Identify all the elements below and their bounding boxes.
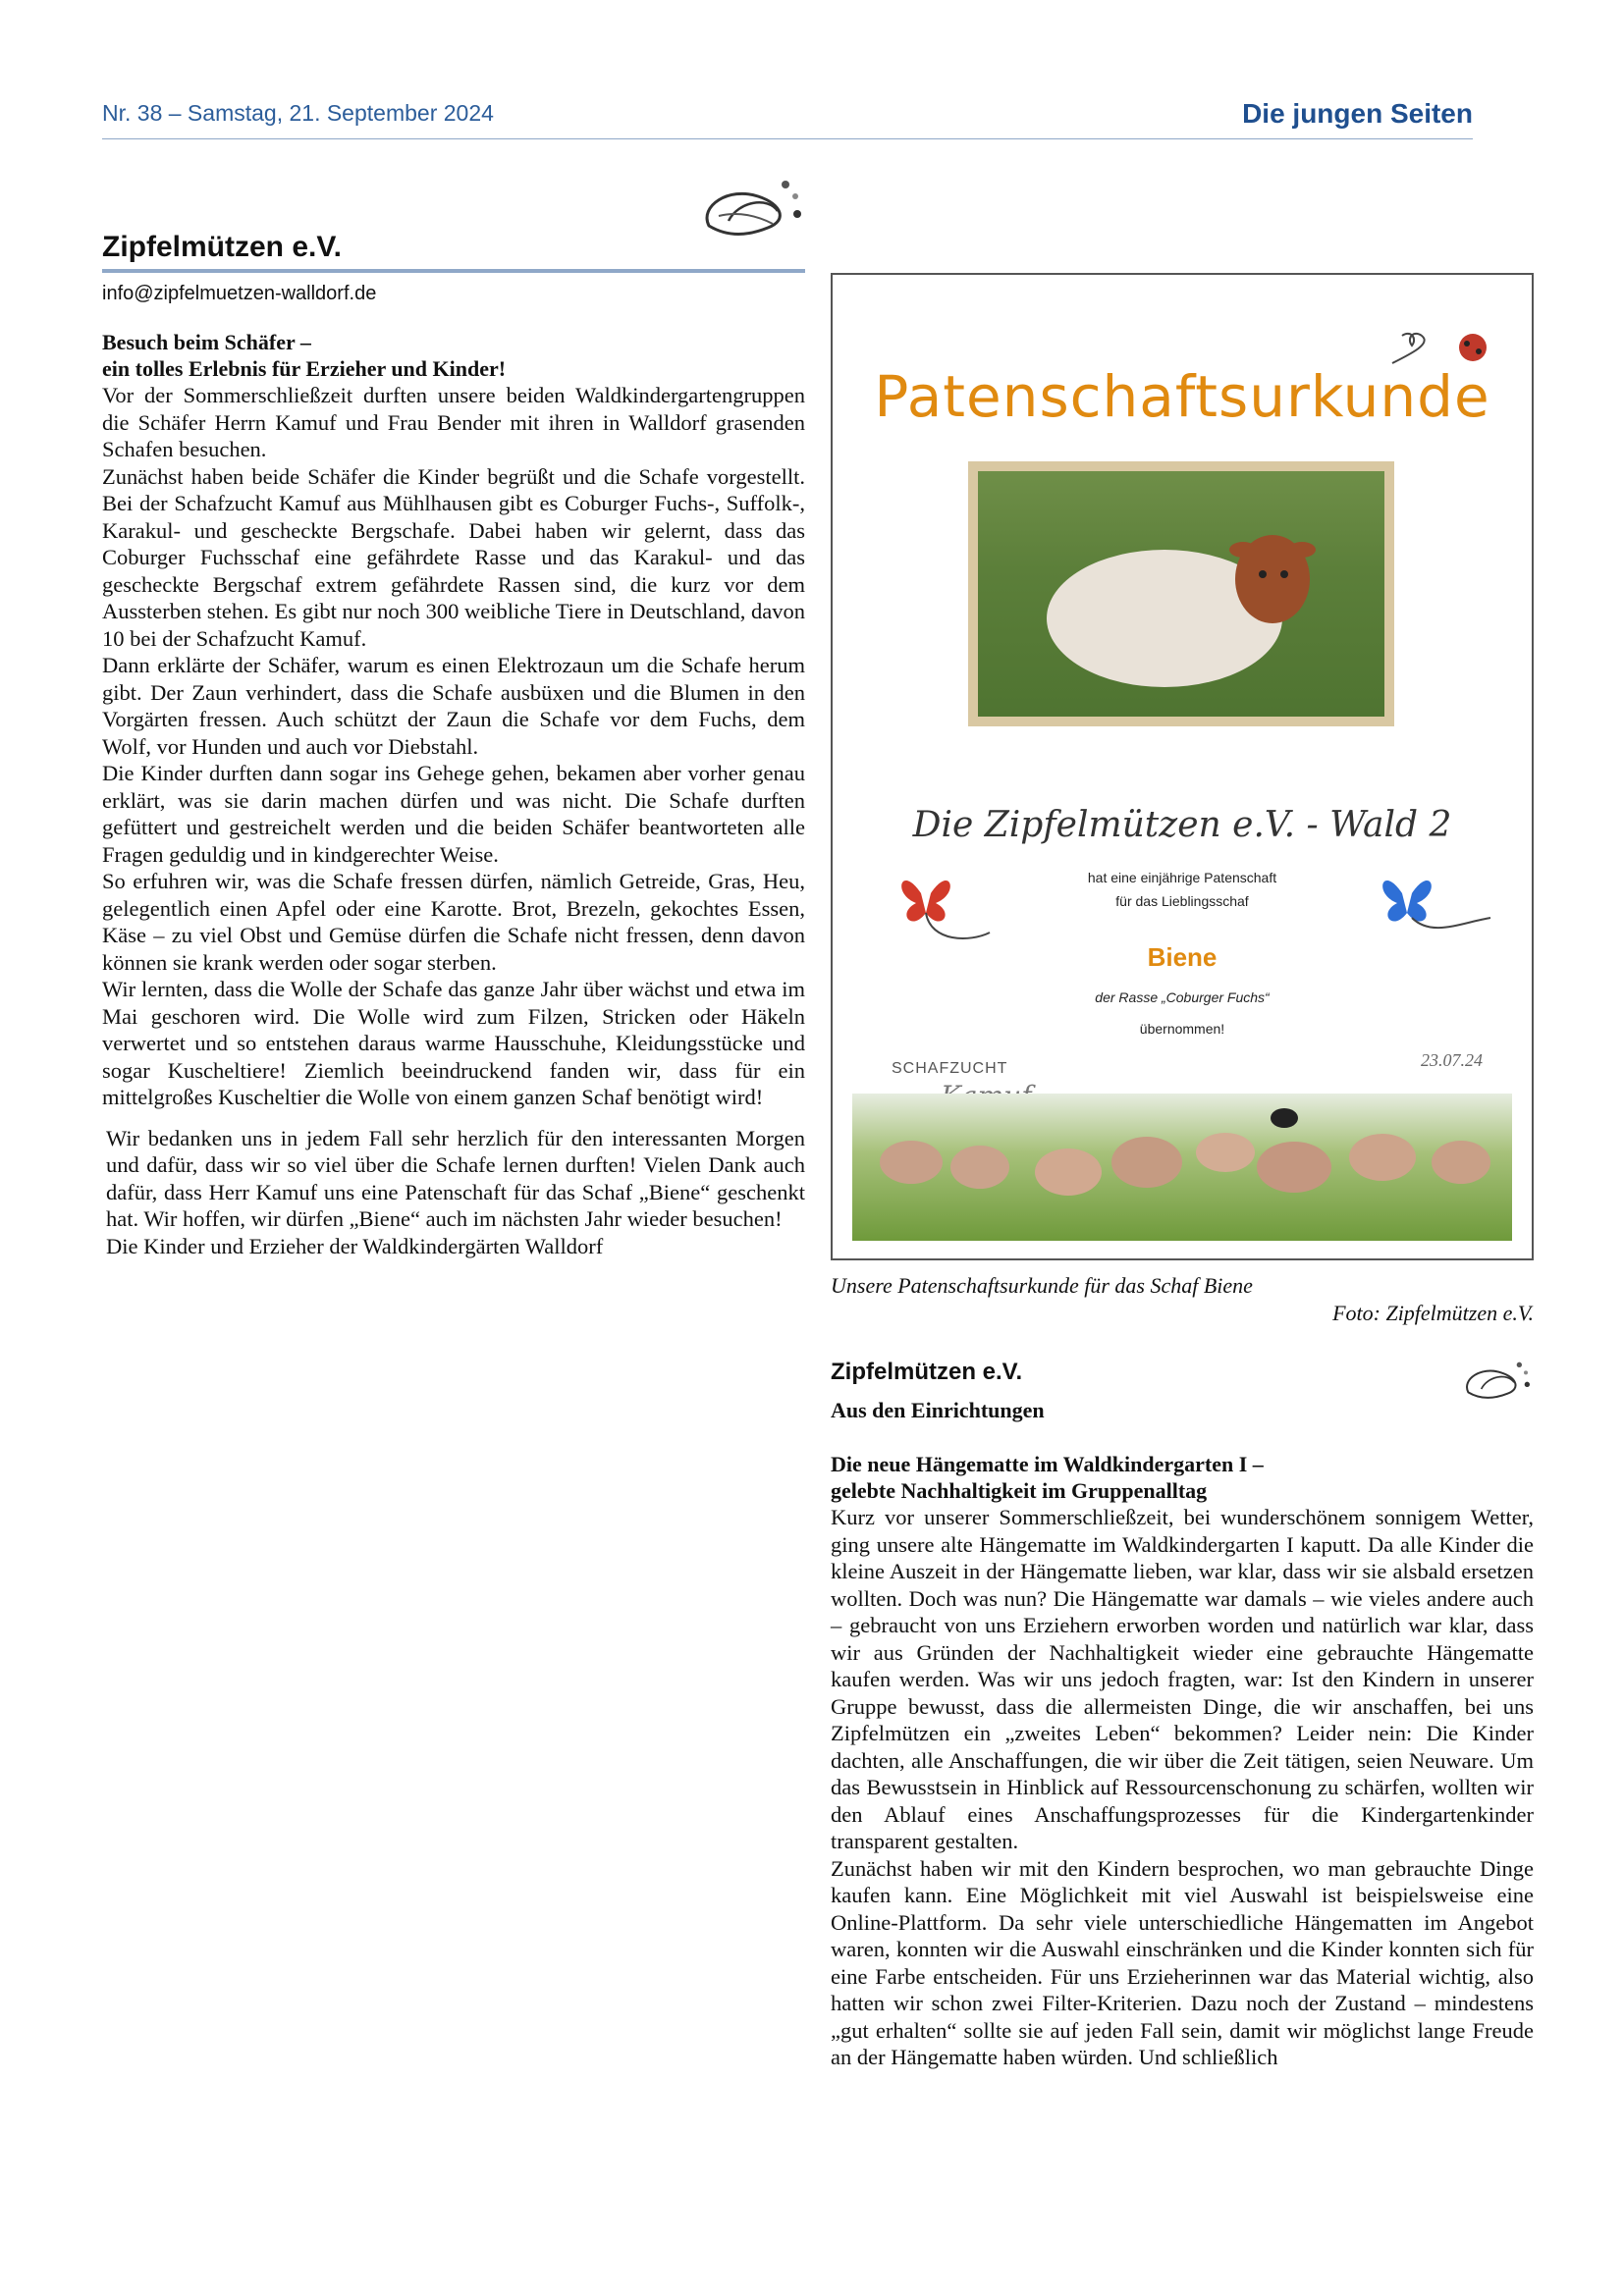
paragraph: Zunächst haben beide Schäfer die Kinder begrüßt und die Schafe vorgestellt. Bei der Schafzucht Kamuf aus Mühlhausen gibt es Coburger Fuchs-, Suffolk-, Karakul- und gescheckte Bergschafe. Dabei haben wir gelernt, dass das Coburger Fuchsschaf eine gefährdete Rasse und das Karakul- und das gescheckte Bergschaf extrem gefährdete Rassen sind, die kurz vor dem Aussterben stehen. Es gibt nur noch 300 weibliche Tiere in Deutschland, davon 10 bei der Schafzucht Kamuf.: [102, 463, 805, 651]
second-article: [831, 1451, 1534, 2071]
paragraph: Die Kinder durften dann sogar ins Gehege gehen, bekamen aber vorher genau erklärt, was sie darin machen dürfen und was nicht. Die Schafe durften gefüttert und gestreichelt werden und die beiden Schäfer beantworteten alle Fragen geduldig und in kindgerechter Weise.: [102, 761, 805, 867]
caption-text: Unsere Patenschaftsurkunde für das Schaf Biene: [831, 1273, 1253, 1298]
paragraph: Dann erklärte der Schäfer, warum es einen Elektrozaun um die Schafe herum gibt. Der Zaun verhindert, dass die Schafe ausbüxen und die Blumen in den Vorgärten fressen. Auch schützt der Zaun die Schafe vor dem Fuchs, dem Wolf, vor Hunden und auch vor Diebstahl.: [102, 653, 805, 759]
certificate-group: Die Zipfelmützen e.V. - Wald 2: [912, 805, 1452, 845]
closing-block: [102, 1125, 805, 1260]
paragraph: Kurz vor unserer Sommerschließzeit, bei wunderschönem sonnigem Wetter, ging unsere alte Hängematte im Waldkindergarten I kaputt. Da alle Kinder die kleine Auszeit in der Hängematte lieben, war klar, dass wir sie alsbald ersetzen wollten. Doch was nun? Die Hängematte war damals – wie vieles andere auch – gebraucht von uns Erziehern erworben worden und natürlich war klar, dass wir aus Gründen der Nachhaltigkeit wieder eine gebrauchte Hängematte kaufen werden. Was wir uns jedoch fragten, war: Ist den Kindern in unserer Gruppe bewusst, dass die allermeisten Dinge, die wir anschaffen, bei uns Zipfelmützen ein „zweites Leben“ bekommen? Leider nein: Die Kinder dachten, alle Anschaffungen, die wir über die Zeit tätigen, seien Neuware. Um das Bewusstsein in Hinblick auf Ressourcenschonung zu schärfen, wollten wir den Ablauf eines Anschaffungsprozesses für die Kindergartenkinder transparent gestalten.: [831, 1505, 1534, 1853]
headline-line-2: ein tolles Erlebnis für Erzieher und Kinder!: [102, 356, 507, 381]
article-body: [102, 382, 805, 1111]
certificate-sheep-name: Biene: [1147, 942, 1218, 972]
certificate-title: Patenschaftsurkunde: [874, 363, 1490, 430]
closing-signature: Die Kinder und Erzieher der Waldkindergärten Walldorf: [106, 1233, 604, 1258]
paragraph: So erfuhren wir, was die Schafe fressen dürfen, nämlich Getreide, Gras, Heu, gelegentlich einen Apfel oder eine Karotte. Brot, Brezeln, gekochtes Essen, Käse – zu viel Obst und Gemüse dürfen die Schafe nicht fressen, denn davon können sie krank werden oder sogar sterben.: [102, 869, 805, 975]
flock-icon: [852, 1094, 1516, 1241]
left-column: [102, 157, 805, 1259]
email-address: info@zipfelmuetzen-walldorf.de: [102, 283, 377, 304]
issue-line: Nr. 38 – Samstag, 21. September 2024: [102, 100, 494, 126]
section-title: Die jungen Seiten: [1242, 98, 1473, 129]
certificate-line-2: für das Lieblingsschaf: [1115, 893, 1249, 909]
certificate-taken: übernommen!: [1139, 1021, 1225, 1037]
closing-paragraph: Wir bedanken uns in jedem Fall sehr herzlich für den interessanten Morgen und dafür, dass wir so viel über die Schafe lernen durften! Vielen Dank auch dafür, dass Herr Kamuf uns eine Patenschaft für das Schaf „Biene“ geschenkt hat. Wir hoffen, wir dürfen „Biene“ auch im nächsten Jahr wieder besuchen!: [106, 1125, 805, 1231]
paragraph: Vor der Sommerschließzeit durften unsere beiden Waldkindergartengruppen die Schäfer Herrn Kamuf und Frau Bender mit ihren in Walldorf grasenden Schafen besuchen.: [102, 383, 805, 461]
headline-line-1: Die neue Hängematte im Waldkindergarten I –: [831, 1452, 1264, 1476]
second-article-header: [831, 1359, 1534, 1423]
org-title: Zipfelmützen e.V.: [831, 1359, 1023, 1385]
sheep-photo: [968, 461, 1394, 726]
stamp-line-1: SCHAFZUCHT: [892, 1060, 1008, 1077]
certificate-breed: der Rasse „Coburger Fuchs“: [1095, 989, 1270, 1005]
headline-line-1: Besuch beim Schäfer –: [102, 330, 311, 354]
paragraph: Zunächst haben wir mit den Kindern besprochen, wo man gebrauchte Dinge kaufen kann. Eine Möglichkeit mit viel Auswahl ist beispielsweise eine Online-Plattform. Da sehr viele unterschiedliche Hängematten im Angebot waren, konnten wir die Auswahl einschränken und die Kinder konnten sich für eine Farbe entscheiden. Für uns Erzieherinnen war das Material wichtig, also hatten wir schon zwei Filter-Kriterien. Dazu noch der Zustand – mindestens „gut erhalten“ sollte sie auf jeden Fall sein, damit wir möglichst lange Freude an der Hängematte haben würden. Und schließlich: [831, 1855, 1534, 2069]
sheep-icon: [978, 471, 1384, 717]
flock-photo: [852, 1094, 1512, 1241]
zipfelmuetzen-logo-icon: [689, 167, 807, 245]
header-rule: [102, 138, 1473, 139]
org-subtitle: Aus den Einrichtungen: [831, 1398, 1045, 1422]
article-headline: [102, 329, 805, 382]
image-caption: [831, 1272, 1534, 1327]
photo-credit: Foto: Zipfelmützen e.V.: [1332, 1301, 1534, 1325]
certificate-date: 23.07.24: [1421, 1050, 1483, 1070]
article-headline: [831, 1451, 1534, 1504]
certificate-line-1: hat eine einjährige Patenschaft: [1087, 870, 1277, 885]
paragraph: Wir lernten, dass die Wolle der Schafe das ganze Jahr über wächst und etwa im Mai geschoren wird. Die Wolle wird zum Filzen, Stricken oder Häkeln verwertet und so entstehen daraus warme Hausschuhe, Kleidungsstücke und sogar Kuscheltiere! Ziemlich beeindruckend fanden wir, dass für ein mittelgroßes Kuscheltier die Wolle von einem ganzen Schaf benötigt wird!: [102, 977, 805, 1109]
certificate-image: [831, 273, 1534, 1260]
zipfelmuetzen-logo-icon: [1455, 1353, 1534, 1406]
org-title: Zipfelmützen e.V.: [102, 231, 342, 263]
headline-line-2: gelebte Nachhaltigkeit im Gruppenalltag: [831, 1478, 1208, 1503]
title-rule: [102, 269, 805, 273]
